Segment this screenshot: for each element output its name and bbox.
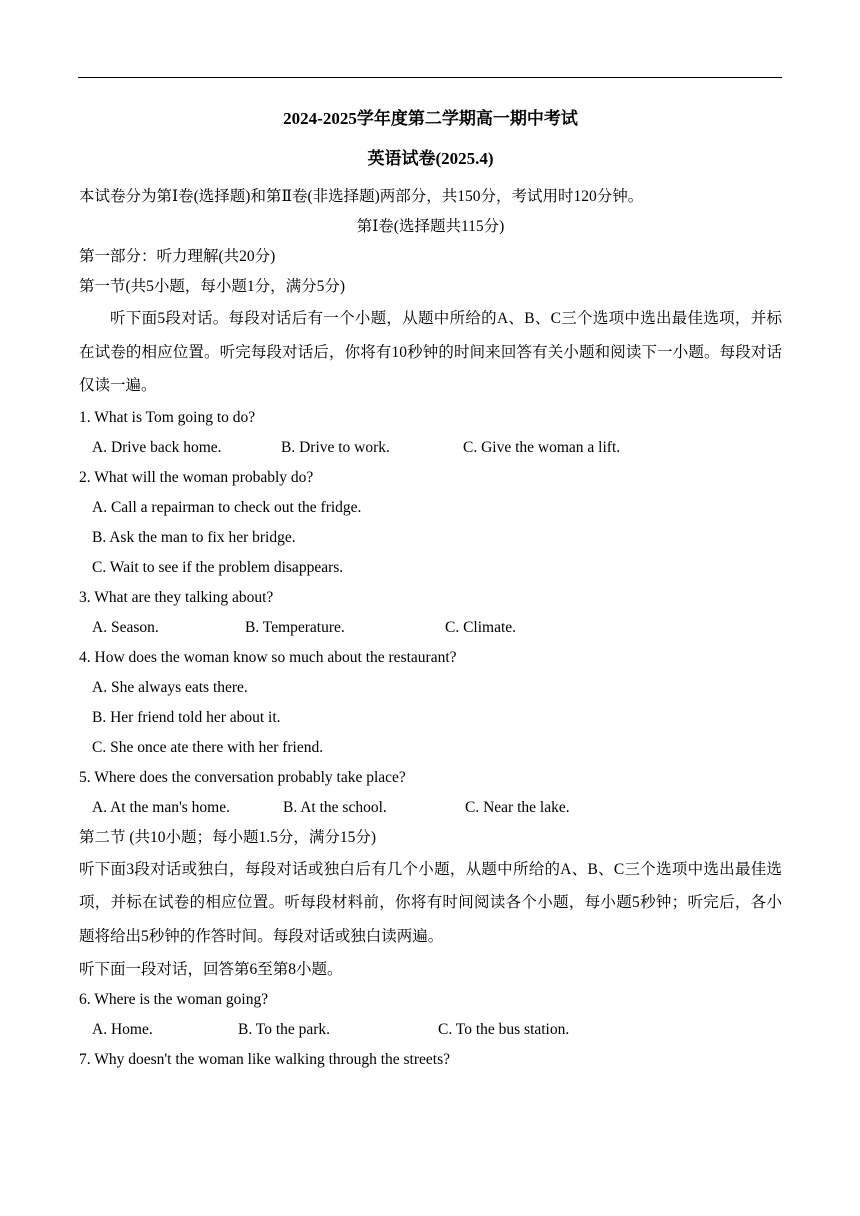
section2-sub-instruction: 听下面一段对话，回答第6至第8小题。 [79, 961, 343, 978]
option-c: C. She once ate there with her friend. [92, 738, 324, 756]
question-options [79, 613, 782, 643]
section1-heading: 第一节(共5小题，每小题1分，满分5分) [79, 278, 346, 295]
question-options [79, 793, 782, 823]
option-a: A. She always eats there. [92, 678, 248, 696]
exam-subtitle: 英语试卷(2025.4) [367, 149, 494, 168]
exam-content [79, 104, 782, 1075]
option-c: C. Wait to see if the problem disappears. [92, 558, 344, 576]
option-b: B. To the park. [238, 1021, 331, 1038]
question-stem: 5. Where does the conversation probably take place? [79, 768, 406, 786]
option-a: A. Drive back home. [92, 438, 222, 456]
option-a: A. Home. [92, 1021, 153, 1038]
volume1-heading: 第Ⅰ卷(选择题共115分) [356, 218, 505, 235]
option-b: B. Temperature. [245, 618, 345, 636]
option-a: A. Season. [92, 618, 159, 636]
option-c: C. To the bus station. [438, 1021, 570, 1038]
option-b: B. Ask the man to fix her bridge. [92, 528, 296, 546]
option-c: C. Climate. [445, 618, 517, 636]
question-stem: 2. What will the woman probably do? [79, 468, 314, 486]
question-options [79, 1015, 782, 1045]
question-stem: 4. How does the woman know so much about the restaurant? [79, 648, 457, 666]
section1-instructions: 听下面5段对话。每段对话后有一个小题，从题中所给的A、B、C三个选项中选出最佳选项，并标在试卷的相应位置。听完每段对话后，你将有10秒钟的时间来回答有关小题和阅读下一小题。每段对话仅读一遍。 [79, 310, 782, 394]
question-stem: 1. What is Tom going to do? [79, 408, 256, 426]
question-stem: 3. What are they talking about? [79, 588, 274, 606]
option-b: B. At the school. [283, 798, 387, 816]
option-b: B. Her friend told her about it. [92, 708, 281, 726]
option-c: C. Near the lake. [465, 798, 570, 816]
exam-intro: 本试卷分为第Ⅰ卷(选择题)和第Ⅱ卷(非选择题)两部分，共150分，考试用时120分钟。 [79, 188, 644, 205]
option-b: B. Drive to work. [281, 438, 390, 456]
exam-title: 2024-2025学年度第二学期高一期中考试 [283, 109, 578, 128]
option-a: A. At the man's home. [92, 798, 230, 816]
question-options [79, 433, 782, 463]
top-rule [78, 77, 782, 78]
question-stem: 6. Where is the woman going? [79, 991, 269, 1008]
option-c: C. Give the woman a lift. [463, 438, 621, 456]
section2-instructions: 听下面3段对话或独白，每段对话或独白后有几个小题，从题中所给的A、B、C三个选项中选出最佳选项，并标在试卷的相应位置。听每段材料前，你将有时间阅读各个小题，每小题5秒钟；听完后，各小题将给出5秒钟的作答时间。每段对话或独白读两遍。 [79, 860, 782, 945]
part1-heading: 第一部分：听力理解(共20分) [79, 248, 276, 265]
question-stem: 7. Why doesn't the woman like walking through the streets? [79, 1051, 450, 1068]
section2-heading: 第二节 (共10小题；每小题1.5分，满分15分) [79, 828, 377, 846]
option-a: A. Call a repairman to check out the fridge. [92, 498, 362, 516]
